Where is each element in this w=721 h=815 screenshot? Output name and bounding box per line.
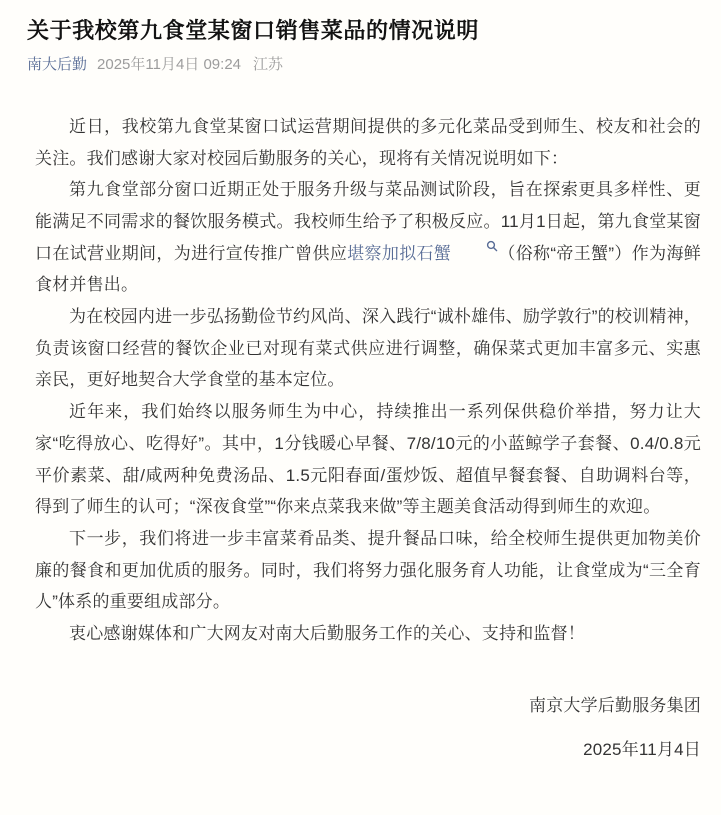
paragraph-window-status xyxy=(35,174,701,301)
signature-date: 2025年11月4日 xyxy=(583,740,701,760)
paragraph-text: 第九食堂部分窗口近期正处于服务升级与菜品测试阶段，旨在探索更具多样性、更能满足不同需求的餐饮服务模式。我校师生给予了积极反应。11月1日起，第九食堂某窗口在试营业期间，为进行宣传推广曾供应 xyxy=(35,180,701,263)
crab-reference-link[interactable]: 堪察加拟石蟹 xyxy=(347,243,452,263)
paragraph-next-steps: 下一步，我们将进一步丰富菜肴品类、提升餐品口味，给全校师生提供更加物美价廉的餐食和更加优质的服务。同时，我们将努力强化服务育人功能，让食堂成为“三全育人”体系的重要组成部分。 xyxy=(35,528,701,612)
paragraph-text: （俗称“帝王蟹”）作为海鲜食材并售出。 xyxy=(35,243,702,295)
publish-datetime: 2025年11月4日 09:24 xyxy=(97,55,242,73)
page-title: 关于我校第九食堂某窗口销售菜品的情况说明 xyxy=(27,18,480,43)
article-body xyxy=(35,111,701,766)
signature-org: 南京大学后勤服务集团 xyxy=(529,695,701,715)
search-icon[interactable] xyxy=(452,240,498,252)
publish-location: 江苏 xyxy=(253,55,284,73)
author-link[interactable]: 南大后勤 xyxy=(27,55,88,73)
byline xyxy=(27,55,701,75)
paragraph-intro: 近日，我校第九食堂某窗口试运营期间提供的多元化菜品受到师生、校友和社会的关注。我们感谢大家对校园后勤服务的关心，现将有关情况说明如下： xyxy=(35,116,701,168)
paragraph-thanks: 衷心感谢媒体和广大网友对南大后勤服务工作的关心、支持和监督！ xyxy=(69,624,585,644)
paragraph-measures: 近年来，我们始终以服务师生为中心，持续推出一系列保供稳价举措，努力让大家“吃得放心、吃得好”。其中，1分钱暖心早餐、7/8/10元的小蓝鲸学子套餐、0.4/0.8元平价素菜、甜/咸两种免费汤品、1.5元阳春面/蛋炒饭、超值早餐套餐、自助调料台等，得到了师生的认可；“深夜食堂”“你来点菜我来做”等主题美食活动得到师生的欢迎。 xyxy=(35,402,701,517)
paragraph-adjustment: 为在校园内进一步弘扬勤俭节约风尚、深入践行“诚朴雄伟、励学敦行”的校训精神，负责该窗口经营的餐饮企业已对现有菜式供应进行调整，确保菜式更加丰富多元、实惠亲民，更好地契合大学食堂的基本定位。 xyxy=(35,307,701,390)
